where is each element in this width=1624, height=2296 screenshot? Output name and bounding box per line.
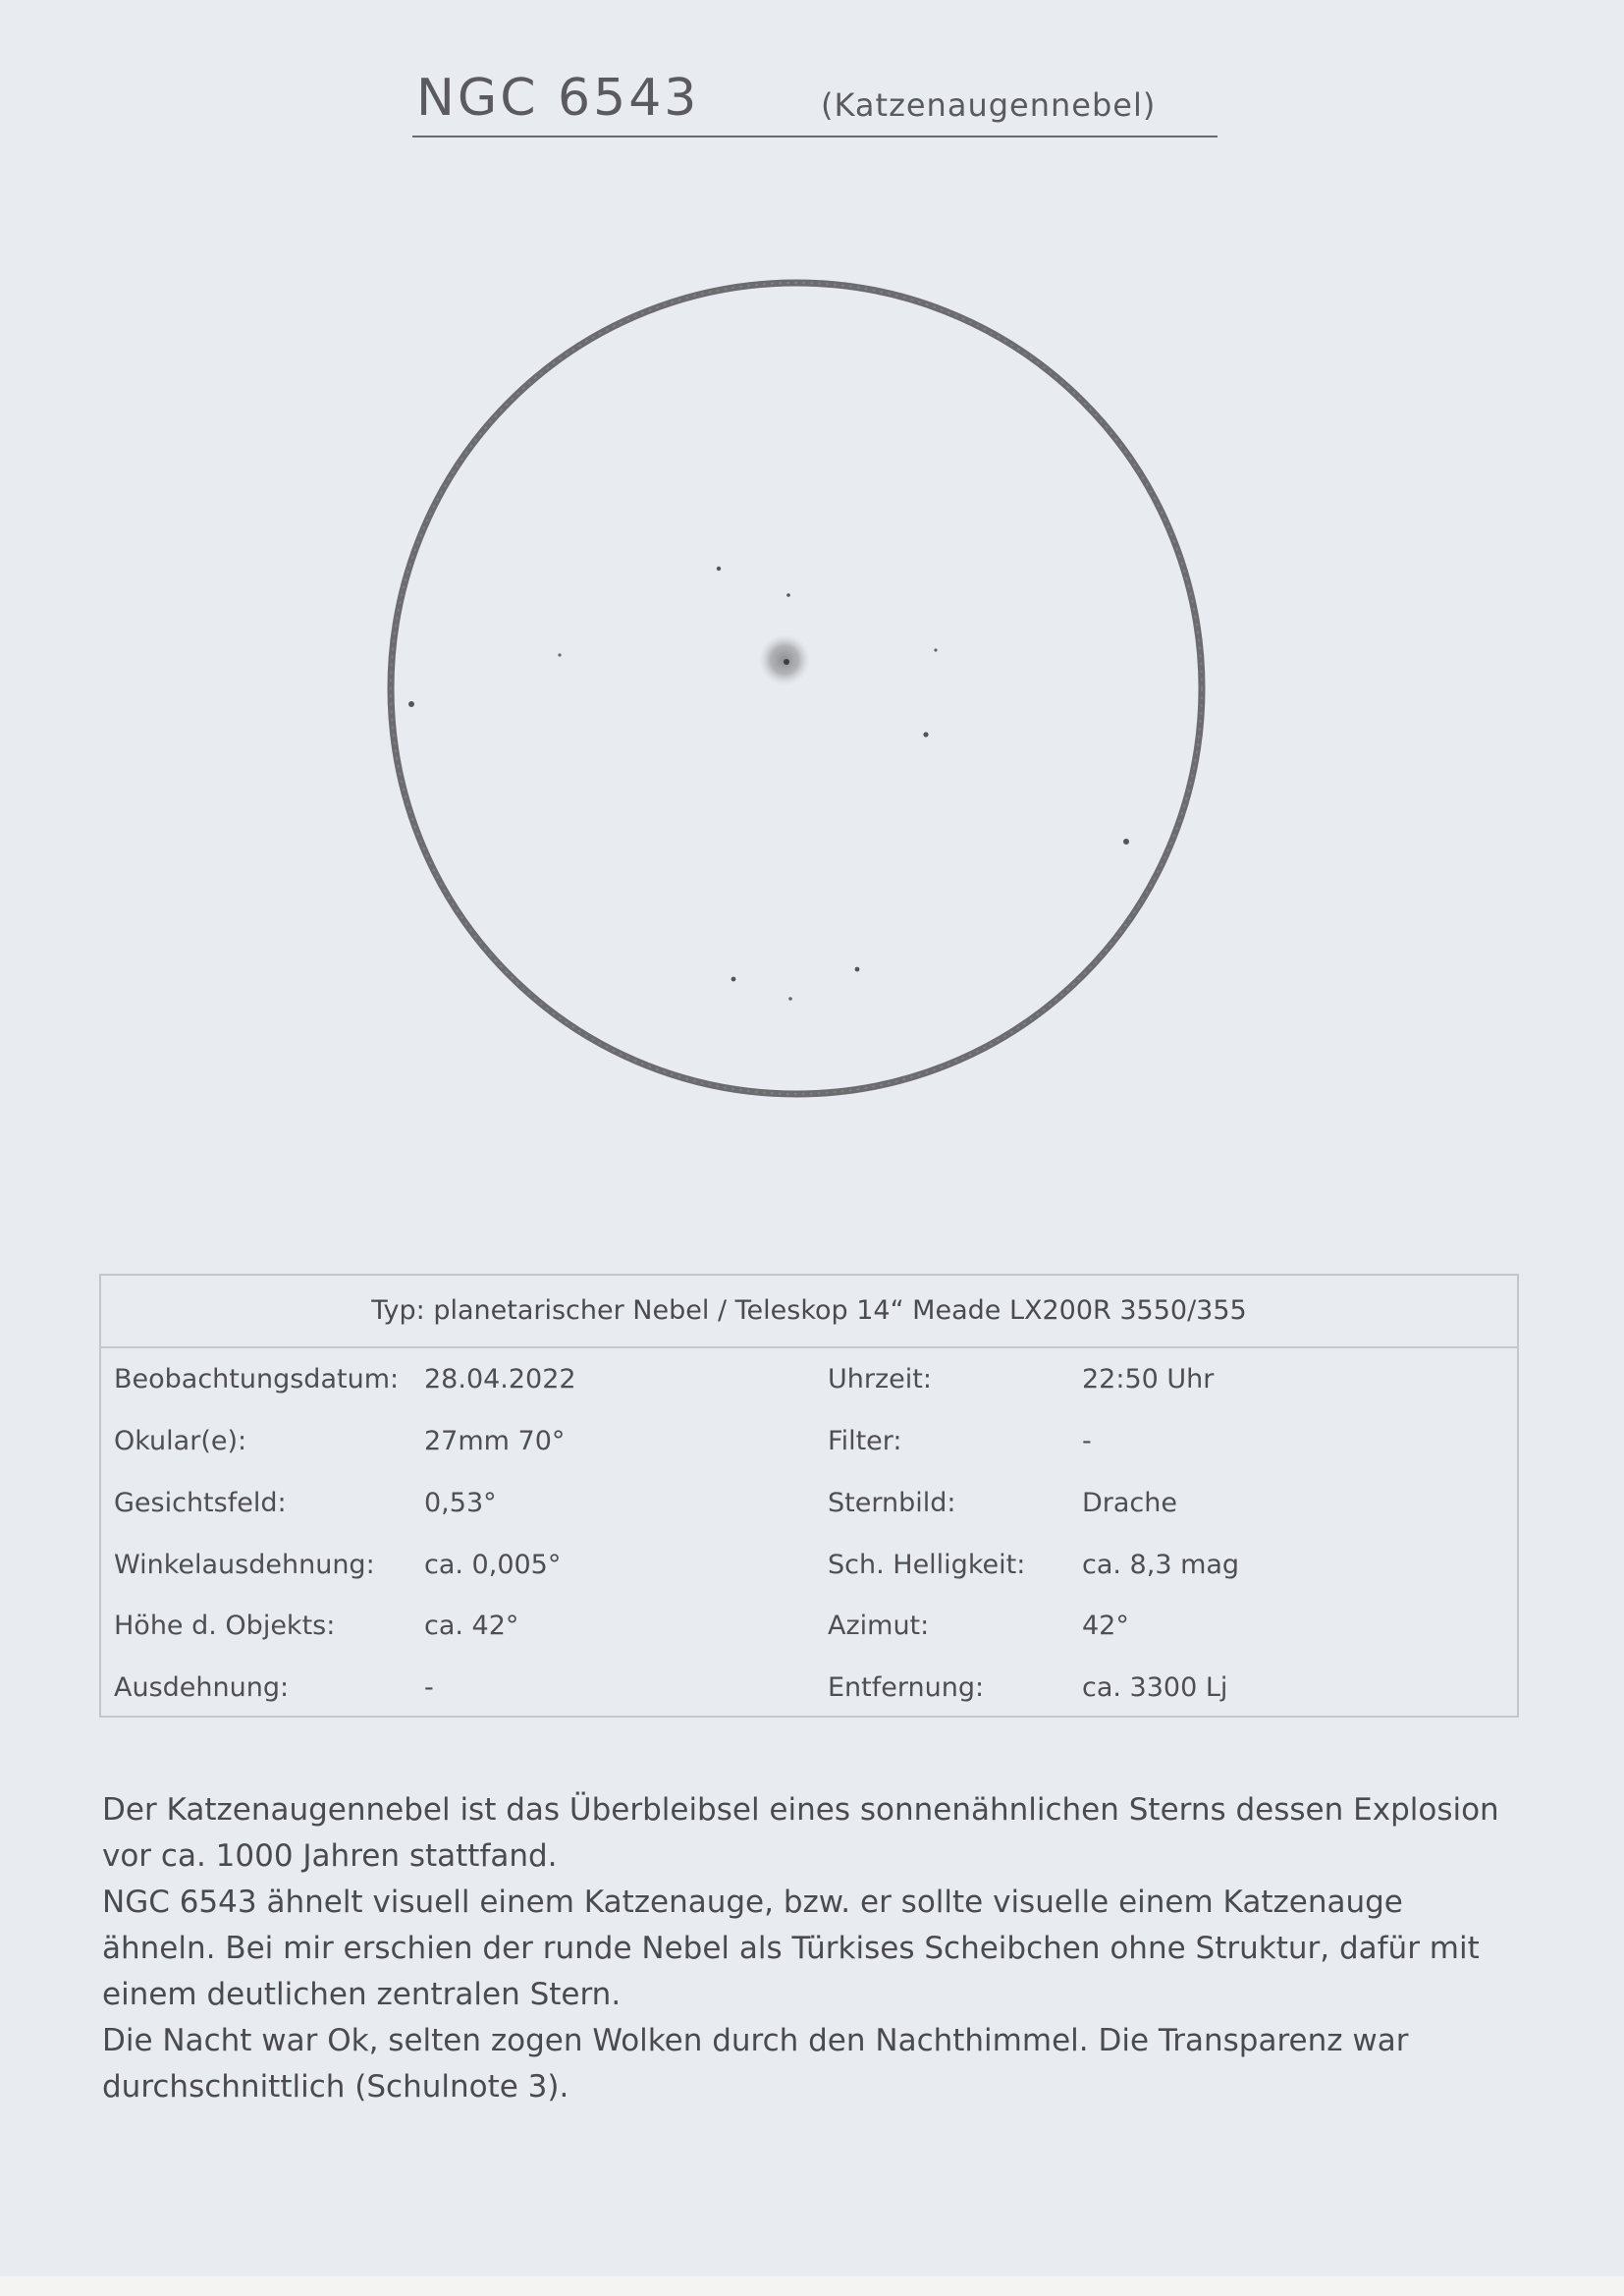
label-altitude: Höhe d. Objekts: bbox=[114, 1611, 336, 1641]
description-paragraph: Der Katzenaugennebel ist das Überbleibsel eines sonnenähnlichen Sterns dessen Explosion vor ca. 1000 Jahren stattfand. bbox=[102, 1792, 1499, 1874]
value-angular-size: ca. 0,005° bbox=[424, 1550, 562, 1580]
field-stars-icon bbox=[408, 567, 1129, 1001]
value-observation-date: 28.04.2022 bbox=[424, 1364, 576, 1394]
field-of-view-circle bbox=[391, 283, 1202, 1094]
value-eyepiece: 27mm 70° bbox=[424, 1426, 566, 1456]
label-time: Uhrzeit: bbox=[828, 1364, 932, 1394]
label-distance: Entfernung: bbox=[828, 1672, 985, 1703]
value-field-of-view: 0,53° bbox=[424, 1488, 497, 1518]
field-star bbox=[408, 701, 414, 707]
label-azimuth: Azimut: bbox=[828, 1611, 930, 1641]
planetary-nebula-icon bbox=[759, 634, 810, 685]
field-star bbox=[1123, 839, 1129, 845]
value-filter: - bbox=[1082, 1426, 1092, 1456]
label-observation-date: Beobachtungsdatum: bbox=[114, 1364, 400, 1394]
value-distance: ca. 3300 Lj bbox=[1082, 1672, 1228, 1703]
page-title bbox=[412, 69, 1218, 137]
field-star bbox=[786, 593, 790, 597]
observation-description bbox=[102, 1787, 1526, 2110]
field-star bbox=[558, 653, 561, 656]
label-field-of-view: Gesichtsfeld: bbox=[114, 1488, 287, 1518]
description-paragraph: Die Nacht war Ok, selten zogen Wolken durch den Nachthimmel. Die Transparenz war durchschnittlich (Schulnote 3). bbox=[102, 2023, 1409, 2105]
eyepiece-field-sketch bbox=[373, 265, 1237, 1110]
value-constellation: Drache bbox=[1082, 1488, 1178, 1518]
observation-data-table bbox=[99, 1274, 1519, 1718]
observation-type-header: Typ: planetarischer Nebel / Teleskop 14“ Meade LX200R 3550/355 bbox=[101, 1276, 1517, 1348]
label-extent: Ausdehnung: bbox=[114, 1672, 290, 1703]
field-star bbox=[731, 977, 736, 982]
field-star bbox=[934, 648, 937, 651]
value-brightness: ca. 8,3 mag bbox=[1082, 1550, 1240, 1580]
label-filter: Filter: bbox=[828, 1426, 902, 1456]
field-star bbox=[855, 967, 860, 972]
central-star bbox=[784, 659, 789, 665]
label-constellation: Sternbild: bbox=[828, 1488, 956, 1518]
title-common-name: (Katzenaugennebel) bbox=[821, 86, 1157, 124]
field-star bbox=[717, 567, 721, 571]
value-altitude: ca. 42° bbox=[424, 1611, 519, 1641]
label-eyepiece: Okular(e): bbox=[114, 1426, 247, 1456]
value-time: 22:50 Uhr bbox=[1082, 1364, 1215, 1394]
value-extent: - bbox=[424, 1672, 434, 1703]
field-star bbox=[923, 732, 928, 737]
value-azimuth: 42° bbox=[1082, 1611, 1129, 1641]
label-angular-size: Winkelausdehnung: bbox=[114, 1550, 375, 1580]
label-brightness: Sch. Helligkeit: bbox=[828, 1550, 1026, 1580]
field-star bbox=[788, 997, 792, 1001]
title-object-name: NGC 6543 bbox=[416, 69, 700, 128]
description-paragraph: NGC 6543 ähnelt visuell einem Katzenauge, bzw. er sollte visuelle einem Katzenauge ähneln. Bei mir erschien der runde Nebel als Türkises Scheibchen ohne Struktur, dafür mit einem deutlichen zentralen Stern. bbox=[102, 1885, 1480, 2012]
scan-edge bbox=[0, 2276, 1624, 2296]
